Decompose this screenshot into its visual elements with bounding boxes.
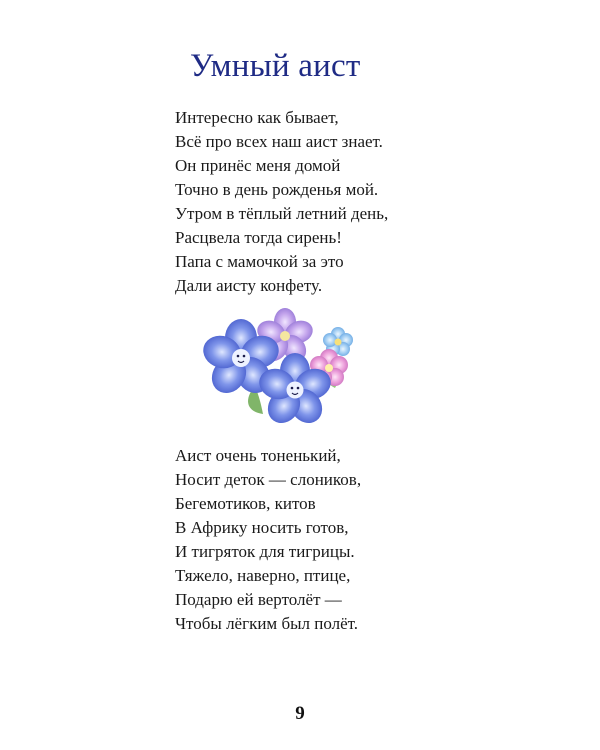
poem-line: Интересно как бывает,: [175, 108, 339, 127]
poem-title: Умный аист: [190, 48, 361, 84]
poem-line: В Африку носить готов,: [175, 518, 349, 537]
poem-line: Носит деток — слоников,: [175, 470, 362, 489]
forget-me-not-flowers-illustration: [203, 308, 363, 428]
poem-line: Тяжело, наверно, птице,: [175, 566, 351, 585]
poem-line: Утром в тёплый летний день,: [175, 204, 389, 223]
poem-line: Бегемотиков, китов: [175, 494, 316, 513]
poem-line: Папа с мамочкой за это: [175, 252, 344, 271]
stanza-2: [175, 444, 361, 636]
poem-line: Подарю ей вертолёт —: [175, 590, 342, 609]
poem-line: Расцвела тогда сирень!: [175, 228, 342, 247]
page-number: 9: [295, 703, 305, 724]
poem-line: И тигряток для тигрицы.: [175, 542, 355, 561]
poem-line: Всё про всех наш аист знает.: [175, 132, 383, 151]
poem-line: Аист очень тоненький,: [175, 446, 341, 465]
poem-line: Чтобы лёгким был полёт.: [175, 614, 359, 633]
stanza-1: [175, 106, 388, 298]
poem-line: Он принёс меня домой: [175, 156, 341, 175]
poem-line: Точно в день рожденья мой.: [175, 180, 379, 199]
poem-line: Дали аисту конфету.: [175, 276, 323, 295]
